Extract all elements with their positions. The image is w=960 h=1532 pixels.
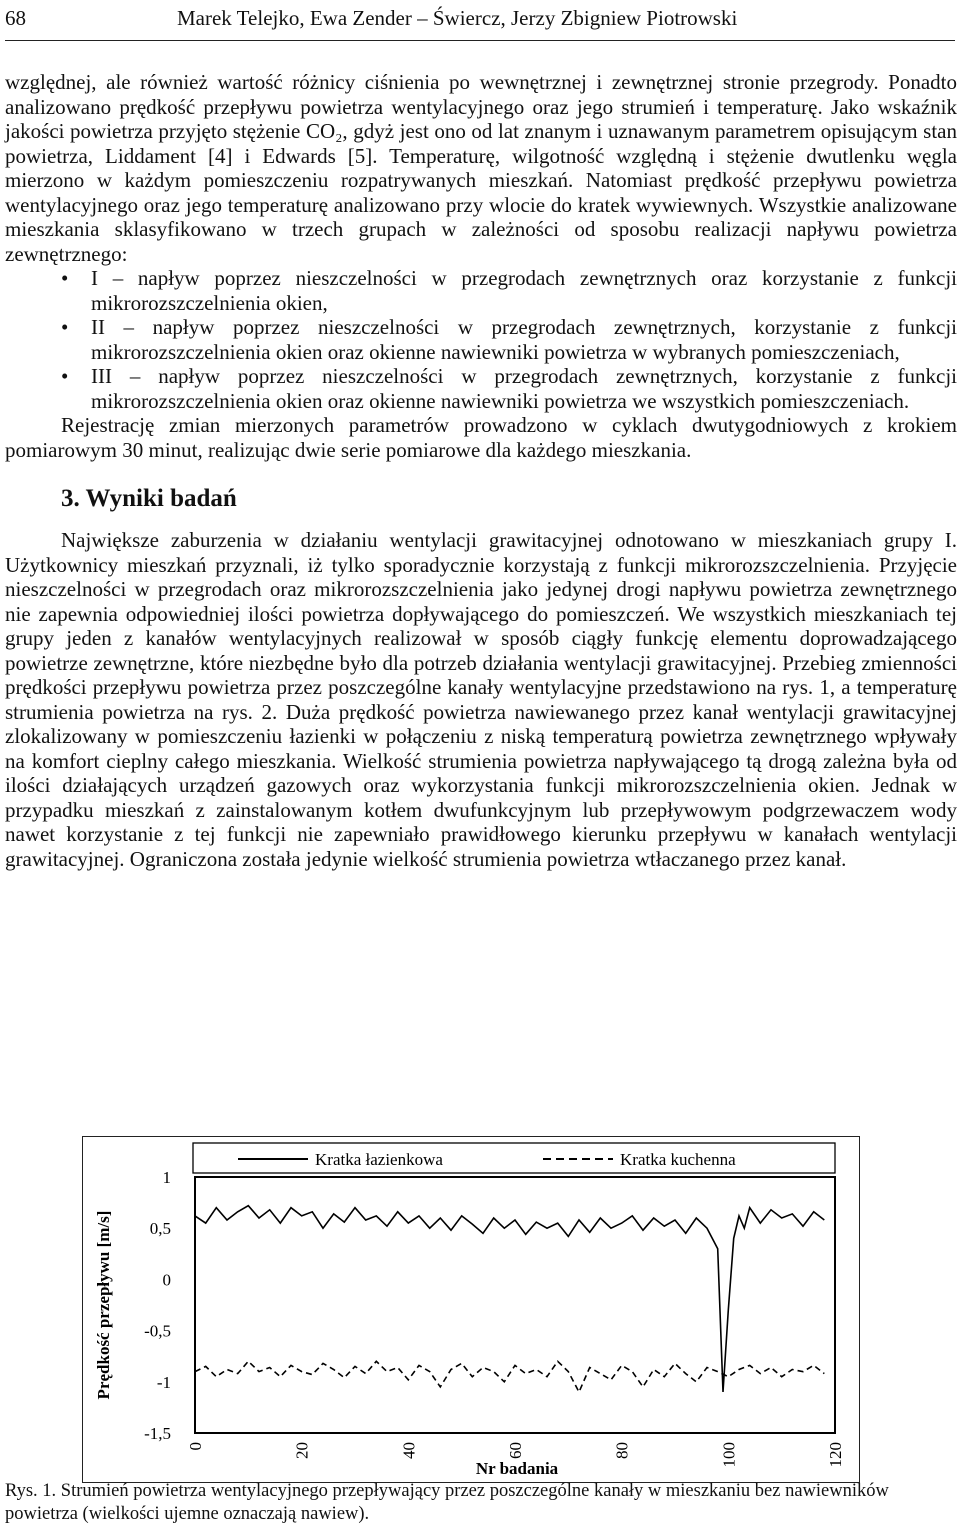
x-tick-label: 0: [186, 1442, 205, 1451]
page-header: [5, 4, 955, 34]
paragraph-methods: względnej, ale również wartość różnicy ciśnienia po wewnętrznej i zewnętrznej stronie przegrody. Ponadto analizowano prędkość przepływu powietrza wentylacyjnego oraz jego strumień i temperaturę. Jako wskaźnik jakości powietrza przyjęto stężenie CO₂, gdyż jest ono od lat znanym i uznawanym parametrem opisującym stan powietrza, Liddament [4] i Edwards [5]. Temperaturę, wilgotność względną i stężenie dwutlenku węgla mierzono w każdym pomieszczeniu rozpatrywanych mieszkań. Natomiast prędkość przepływu powietrza wentylacyjnego oraz jego temperaturę analizowano przy wlocie do kratek wywiewnych. Wszystkie analizowane mieszkania sklasyfikowano w trzech grupach w zależności od sposobu realizacji napływu powietrza zewnętrznego:: [5, 70, 957, 266]
paragraph-results: Największe zaburzenia w działaniu wentylacji grawitacyjnej odnotowano w mieszkaniach grupy I. Użytkownicy mieszkań przyznali, iż tylko sporadycznie korzystają z funkcji mikrorozszczelnienia. Przyjęcie nieszczelności w przegrodach oraz mikrorozszczelnienia jako jedynej drogi napływu powietrza zewnętrznego nie zapewnia odpowiedniej ilości powietrza dopływającego do pomieszczeń. We wszystkich mieszkaniach tej grupy jeden z kanałów wentylacyjnych realizował w sposób ciągły funkcję elementu doprowadzającego powietrze zewnętrzne, które niezbędne było dla potrzeb działania wentylacji grawitacyjnej. Przebieg zmienności prędkości przepływu powietrza przez poszczególne kanały wentylacyjne przedstawiono na rys. 1, a temperaturę strumienia powietrza na rys. 2. Duża prędkość powietrza nawiewanego przez kanał wentylacji grawitacyjnej zlokalizowany w pomieszczeniu łazienki w połączeniu z niską temperaturą powietrza zewnętrznego wpływały na komfort cieplny całego mieszkania. Wielkość strumienia powietrza napływającego tą drogą zależna była od ilości działających urządzeń gazowych oraz wykorzystania funkcji mikrorozszczelnienia okien. Jednak w przypadku mieszkań z zainstalowanym kotłem dwufunkcyjnym lub przepływowym podgrzewaczem wody nawet korzystanie z tej funkcji nie zapewniało prawidłowego kierunku przepływu w kanałach wentylacji grawitacyjnej. Ograniczona została jedynie wielkość strumienia powietrza wtłaczanego przez kanał.: [5, 528, 957, 871]
bullet-icon: •: [61, 266, 69, 290]
bullet-icon: •: [61, 315, 69, 339]
bullet-icon: •: [61, 364, 69, 388]
x-axis-label: Nr badania: [475, 1459, 559, 1478]
x-tick-label: 40: [399, 1442, 419, 1459]
y-tick-label: 0,5: [149, 1219, 171, 1239]
series-line-bathroom: [195, 1206, 824, 1392]
x-tick-label: 60: [506, 1442, 525, 1459]
x-tick-label: 120: [826, 1442, 845, 1468]
list-item-group-3: • III – napływ poprzez nieszczelności w przegrodach zewnętrznych, korzystanie z funkcji mikrorozszczelnienia okien oraz okienne nawiewniki powietrza we wszystkich pomieszczeniach.: [61, 364, 957, 413]
y-tick-label: -1: [156, 1372, 171, 1392]
y-tick-label: -1,5: [144, 1424, 171, 1443]
figure-chart: [82, 1136, 860, 1483]
paragraph-registration: Rejestrację zmian mierzonych parametrów prowadzono w cyklach dwutygodniowych z krokiem pomiarowym 30 minut, realizując dwie serie pomiarowe dla każdego mieszkania.: [5, 413, 957, 462]
section-title: 3. Wyniki badań: [61, 485, 237, 512]
y-axis-ticks: [144, 1168, 171, 1443]
series-line-kitchen: [195, 1361, 824, 1392]
group-list: [5, 266, 957, 413]
legend-label-bathroom: Kratka łazienkowa: [315, 1150, 443, 1169]
header-rule: [5, 40, 955, 41]
x-tick-label: 100: [719, 1442, 739, 1468]
chart-legend: [193, 1143, 835, 1173]
x-tick-label: 80: [612, 1442, 632, 1459]
running-head-authors: Marek Telejko, Ewa Zender – Świercz, Jerzy Zbigniew Piotrowski: [177, 6, 738, 30]
figure-caption: Rys. 1. Strumień powietrza wentylacyjnego przepływający przez poszczególne kanały w mieszkaniu bez nawiewników powietrza (wielkości ujemne oznaczają nawiew).: [5, 1481, 889, 1524]
y-tick-label: 1: [162, 1168, 171, 1187]
body-text: [5, 70, 957, 871]
y-axis-label: Prędkość przepływu [m/s]: [94, 1210, 113, 1400]
legend-label-kitchen: Kratka kuchenna: [620, 1150, 736, 1169]
y-tick-label: 0: [162, 1270, 171, 1290]
list-item-group-1: • I – napływ poprzez nieszczelności w przegrodach zewnętrznych oraz korzystanie z funkcji mikrorozszczelnienia okien,: [61, 266, 957, 315]
x-tick-label: 20: [292, 1442, 312, 1459]
page-number: 68: [5, 6, 26, 30]
chart-series: [195, 1206, 824, 1392]
line-chart: [83, 1137, 859, 1482]
y-tick-label: -0,5: [144, 1321, 171, 1341]
list-item-group-2: • II – napływ poprzez nieszczelności w przegrodach zewnętrznych, korzystanie z funkcji mikrorozszczelnienia okien oraz okienne nawiewniki powietrza w wybranych pomieszczeniach,: [61, 315, 957, 364]
